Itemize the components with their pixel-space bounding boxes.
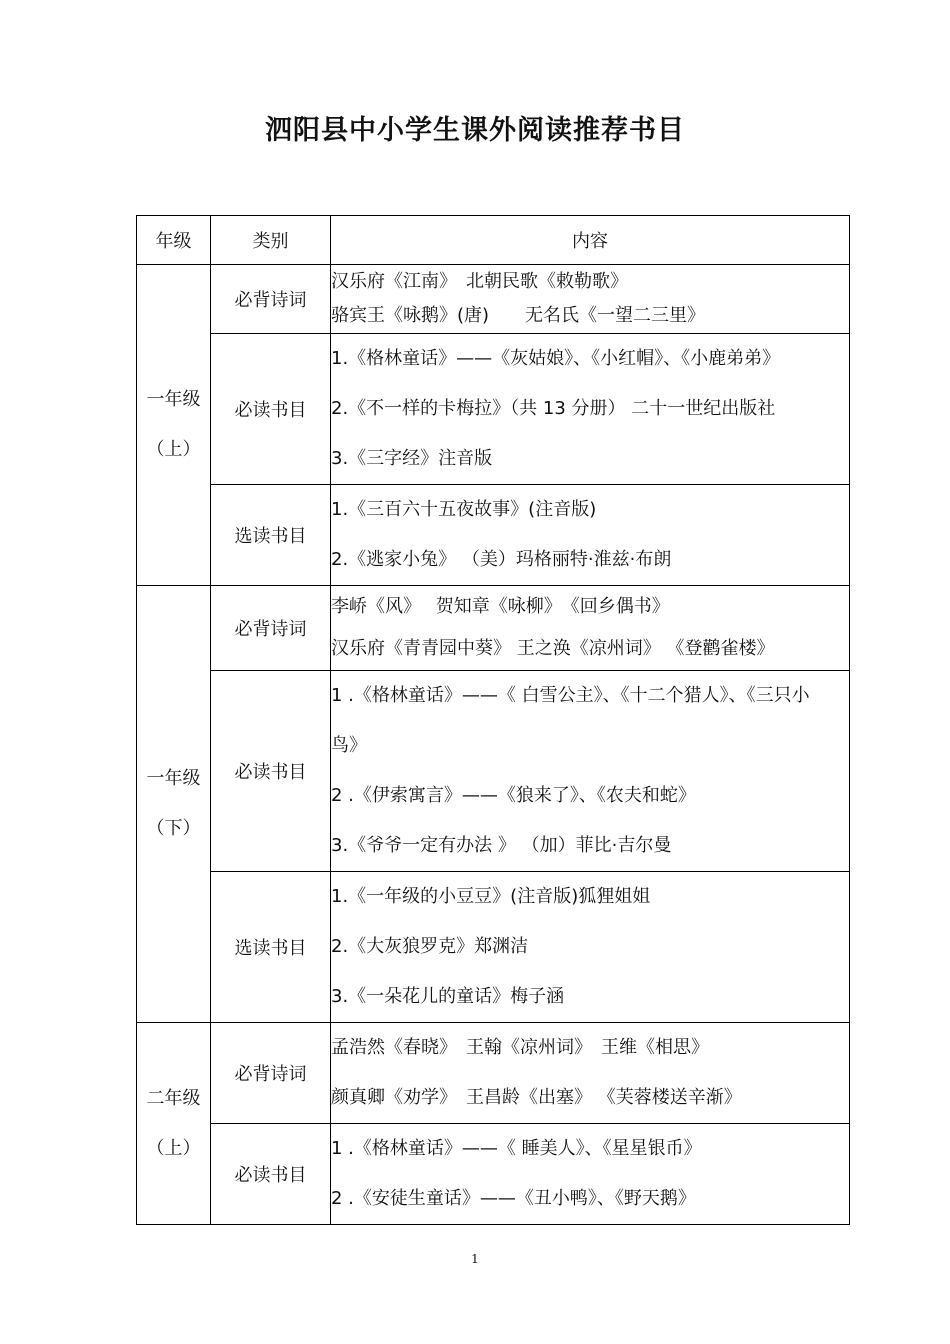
table-row — [137, 485, 850, 586]
content-line: 2 .《安徒生童话》——《丑小鸭》、《野天鹅》 — [331, 1188, 696, 1209]
category-cell: 必背诗词 — [211, 586, 331, 671]
content-line: 2.《逃家小兔》 （美）玛格丽特·淮兹·布朗 — [331, 549, 672, 570]
content-line: 汉乐府《江南》 北朝民歌《敕勒歌》 — [331, 271, 628, 292]
content-line: 汉乐府《青青园中葵》 王之涣《凉州词》 《登鹳雀楼》 — [331, 638, 775, 659]
content-cell — [331, 1023, 850, 1124]
table-row — [137, 265, 850, 334]
table-row — [137, 1124, 850, 1225]
table-row — [137, 334, 850, 485]
header-grade: 年级 — [137, 216, 211, 265]
table-row — [137, 671, 850, 872]
content-cell — [331, 334, 850, 485]
page-number: 1 — [471, 1252, 479, 1266]
content-line: 1 .《格林童话》——《 睡美人》、《星星银币》 — [331, 1138, 702, 1159]
table-row — [137, 872, 850, 1023]
content-line: 2 .《伊索寓言》——《狼来了》、《农夫和蛇》 — [331, 785, 696, 806]
table-row — [137, 586, 850, 671]
category-cell: 必读书目 — [211, 1124, 331, 1225]
grade-label: 一年级 — [146, 768, 201, 789]
header-content: 内容 — [331, 216, 850, 265]
content-line: 李峤《风》 贺知章《咏柳》 《回乡偶书》 — [331, 596, 670, 617]
content-line: 颜真卿《劝学》 王昌龄《出塞》 《芙蓉楼送辛渐》 — [331, 1087, 742, 1108]
content-line: 1.《格林童话》——《灰姑娘》、《小红帽》、《小鹿弟弟》 — [331, 348, 781, 369]
category-cell: 必背诗词 — [211, 1023, 331, 1124]
content-line: 1 .《格林童话》——《 白雪公主》、《十二个猎人》、《三只小 — [331, 685, 810, 706]
table-row — [137, 1023, 850, 1124]
reading-list-table — [136, 215, 850, 1225]
content-line: 3.《一朵花儿的童话》梅子涵 — [331, 986, 565, 1007]
content-cell — [331, 872, 850, 1023]
category-cell: 必读书目 — [211, 334, 331, 485]
category-cell: 选读书目 — [211, 485, 331, 586]
content-line: 骆宾王《咏鹅》(唐) 无名氏《一望二三里》 — [331, 305, 706, 326]
content-line: 2.《大灰狼罗克》郑渊洁 — [331, 936, 529, 957]
document-title: 泗阳县中小学生课外阅读推荐书目 — [265, 115, 685, 146]
content-cell — [331, 671, 850, 872]
table-header-row — [137, 216, 850, 265]
grade-term: （上） — [146, 1137, 201, 1159]
grade-label: 二年级 — [146, 1087, 201, 1109]
grade-cell — [137, 265, 211, 586]
content-line: 鸟》 — [331, 735, 367, 756]
content-cell — [331, 586, 850, 671]
category-cell: 必背诗词 — [211, 265, 331, 334]
category-cell: 选读书目 — [211, 872, 331, 1023]
content-cell — [331, 485, 850, 586]
content-line: 孟浩然《春晓》 王翰《凉州词》 王维《相思》 — [331, 1037, 709, 1058]
grade-term: （下） — [146, 818, 201, 839]
content-line: 3.《三字经》注音版 — [331, 448, 493, 469]
grade-cell — [137, 1023, 211, 1225]
header-category: 类别 — [211, 216, 331, 265]
content-line: 3.《爷爷一定有办法 》 （加）菲比·吉尔曼 — [331, 835, 672, 856]
content-cell — [331, 265, 850, 334]
grade-term: （上） — [146, 439, 201, 460]
content-line: 2.《不一样的卡梅拉》（共 13 分册） 二十一世纪出版社 — [331, 398, 776, 419]
grade-label: 一年级 — [146, 389, 201, 410]
grade-cell — [137, 586, 211, 1023]
content-line: 1.《一年级的小豆豆》(注音版)狐狸姐姐 — [331, 886, 651, 907]
category-cell: 必读书目 — [211, 671, 331, 872]
content-cell — [331, 1124, 850, 1225]
content-line: 1.《三百六十五夜故事》(注音版) — [331, 499, 597, 520]
